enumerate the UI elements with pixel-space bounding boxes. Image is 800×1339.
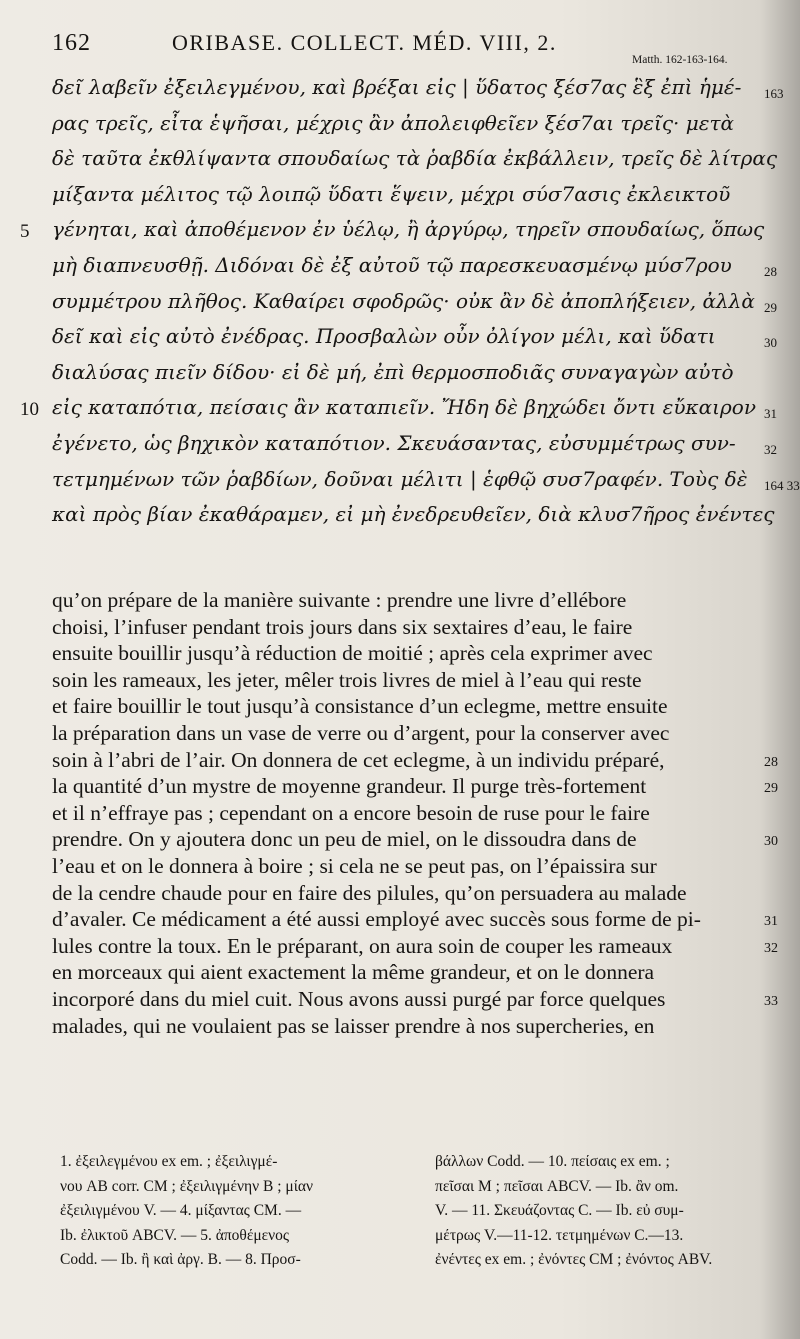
running-title: ORIBASE. COLLECT. MÉD. VIII, 2. <box>172 30 557 55</box>
french-line <box>52 667 762 694</box>
french-translation-block <box>52 587 778 1039</box>
greek-line <box>52 426 777 462</box>
greek-line-text: τετμημένων τῶν ῥαβδίων, δοῦναι μέλιτι | ἑφθῷ συσ7ραφέν. Τοὺς δὲ <box>52 466 748 491</box>
greek-line <box>20 212 770 248</box>
french-line-text: d’avaler. Ce médicament a été aussi employé avec succès sous forme de pi- <box>52 907 701 932</box>
edition-reference: Matth. 162-163-164. <box>632 54 728 66</box>
french-line-text: l’eau et on le donnera à boire ; si cela ne se peut pas, on l’épaissira sur <box>52 853 657 878</box>
greek-line-text: δεῖ λαβεῖν ἐξειλεγμένου, καὶ βρέξαι εἰς | ὕδατος ξέσ7ας ἓξ ἐπὶ ἡμέ- <box>52 75 742 99</box>
greek-line-text: εἰς καταπότια, πείσαις ἂν καταπιεῖν. Ἤδη δὲ βηχώδει ὄντι εὔκαιρον <box>52 395 756 420</box>
french-line <box>52 800 762 827</box>
margin-section-number: 29 <box>764 299 777 315</box>
french-line-text: prendre. On y ajoutera donc un peu de miel, on le dissoudra dans de <box>52 827 637 852</box>
french-line <box>52 906 778 933</box>
page-header <box>52 28 752 68</box>
greek-line-text: γένηται, καὶ ἀποθέμενον ἐν ὑέλῳ, ἢ ἀργύρῳ, τηρεῖν σπουδαίως, ὅπως <box>52 217 765 242</box>
greek-line-text: ρας τρεῖς, εἶτα ἑψῆσαι, μέχρις ἂν ἀπολειφθεῖεν ξέσ7αι τρεῖς· μετὰ <box>52 110 735 135</box>
note-line: Ib. ἐλικτοῦ ABCV. — 5. ἀποθέμενος <box>60 1226 290 1244</box>
french-line-text: lules contre la toux. En le préparant, on aura soin de couper les rameaux <box>52 933 673 958</box>
margin-section-number: 29 <box>764 781 778 797</box>
french-line-text: soin les rameaux, les jeter, mêler trois livres de miel à l’eau qui reste <box>52 667 642 692</box>
note-line: V. — 11. Σκευάζοντας C. — Ib. εὐ συμ- <box>435 1202 684 1220</box>
greek-line <box>52 462 800 498</box>
margin-section-number: 164 33 <box>764 477 800 493</box>
note-line: νου AB corr. CM ; ἐξειλιγμένην B ; μίαν <box>60 1177 314 1195</box>
french-line <box>52 693 762 720</box>
french-line <box>52 614 762 641</box>
greek-line-text: μίξαντα μέλιτος τῷ λοιπῷ ὕδατι ἕψειν, μέχρι σύσ7ασις ἐκλεικτοῦ <box>52 181 731 206</box>
notes-column-left <box>60 1150 390 1273</box>
french-line-text: et il n’effraye pas ; cependant on a encore besoin de ruse pour le faire <box>52 800 650 825</box>
note-line: 1. ἐξειλεγμένου ex em. ; ἐξειλιγμέ- <box>60 1153 278 1170</box>
greek-line <box>52 497 775 533</box>
french-line-text: incorporé dans du miel cuit. Nous avons aussi purgé par force quelques <box>52 986 666 1011</box>
line-number: 5 <box>20 221 30 243</box>
greek-line <box>52 177 770 213</box>
note-line: ἐνέντες ex em. ; ἐνόντες CM ; ἐνόντος ABV. <box>435 1251 713 1269</box>
greek-line-text: μὴ διαπνευσθῇ. Διδόναι δὲ ἐξ αὐτοῦ τῷ παρεσκευασμένῳ μύσ7ρου <box>52 252 732 277</box>
french-line-text: de la cendre chaude pour en faire des pilules, qu’on persuadera au malade <box>52 880 687 905</box>
french-line <box>52 640 762 667</box>
french-line-text: choisi, l’infuser pendant trois jours dans six sextaires d’eau, le faire <box>52 614 633 639</box>
french-line <box>52 959 762 986</box>
french-line-text: la préparation dans un vase de verre ou d’argent, pour la conserver avec <box>52 720 670 745</box>
greek-line <box>52 355 770 391</box>
margin-section-number: 32 <box>764 441 777 457</box>
french-line <box>52 826 778 853</box>
french-line <box>52 1013 762 1040</box>
notes-column-right <box>435 1150 765 1273</box>
greek-line-text: συμμέτρου πλῆθος. Καθαίρει σφοδρῶς· οὐκ ἂν δὲ ἀποπλήξειεν, ἀλλὰ <box>52 288 755 313</box>
greek-line <box>52 248 777 284</box>
greek-line-text: καὶ πρὸς βίαν ἐκαθάραμεν, εἰ μὴ ἐνεδρευθεῖεν, διὰ κλυσ7ῆρος ἐνέντες <box>52 502 775 527</box>
greek-line-text: ἐγένετο, ὡς βηχικὸν καταπότιον. Σκευάσαντας, εὐσυμμέτρως συν- <box>52 430 736 455</box>
french-line <box>52 720 762 747</box>
note-line: βάλλων Codd. — 10. πείσαις ex em. ; <box>435 1153 670 1170</box>
greek-line-text: δεῖ καὶ εἰς αὐτὸ ἐνέδρας. Προσβαλὼν οὖν ὀλίγον μέλι, καὶ ὕδατι <box>52 324 716 349</box>
french-line <box>52 773 778 800</box>
french-line-text: soin à l’abri de l’air. On donnera de cet eclegme, à un individu préparé, <box>52 747 665 772</box>
note-line: μέτρως V.—11-12. τετμημένων C.—13. <box>435 1226 684 1244</box>
french-line-text: qu’on prépare de la manière suivante : prendre une livre d’ellébore <box>52 588 627 612</box>
french-line-text: la quantité d’un mystre de moyenne grandeur. Il purge très-fortement <box>52 774 647 799</box>
note-line: ἐξειλιγμένου V. — 4. μίξαντας CM. — <box>60 1202 302 1220</box>
margin-section-number: 28 <box>764 263 777 279</box>
page-number: 162 <box>52 30 91 56</box>
greek-line-text: διαλύσας πιεῖν δίδου· εἰ δὲ μή, ἐπὶ θερμοσποδιᾶς συναγαγὼν αὐτὸ <box>52 359 734 384</box>
greek-line <box>52 284 777 320</box>
greek-line <box>52 106 770 142</box>
french-line <box>52 933 778 960</box>
french-line <box>52 880 762 907</box>
french-line-text: malades, qui ne voulaient pas se laisser prendre à nos supercheries, en <box>52 1013 655 1038</box>
greek-line <box>52 141 778 177</box>
margin-section-number: 30 <box>764 834 778 850</box>
line-number: 10 <box>20 399 39 421</box>
french-line <box>52 747 778 774</box>
greek-text-block <box>20 70 800 533</box>
margin-section-number: 30 <box>764 335 777 351</box>
critical-notes <box>60 1150 770 1330</box>
french-line-text: en morceaux qui aient exactement la même grandeur, et on le donnera <box>52 960 655 985</box>
margin-section-number: 32 <box>764 940 778 956</box>
greek-line <box>52 319 777 355</box>
margin-section-number: 31 <box>764 406 777 422</box>
french-line <box>52 587 762 614</box>
greek-line <box>52 70 784 106</box>
greek-line <box>20 390 777 426</box>
french-line-text: et faire bouillir le tout jusqu’à consistance d’un eclegme, mettre ensuite <box>52 694 668 719</box>
greek-line-text: δὲ ταῦτα ἐκθλίψαντα σπουδαίως τὰ ῥαβδία ἐκβάλλειν, τρεῖς δὲ λίτρας <box>52 146 778 171</box>
note-line: πεῖσαι M ; πεῖσαι ABCV. — Ib. ἂν om. <box>435 1177 679 1195</box>
french-line <box>52 853 762 880</box>
margin-section-number: 31 <box>764 914 778 930</box>
french-line-text: ensuite bouillir jusqu’à réduction de moitié ; après cela exprimer avec <box>52 641 653 666</box>
margin-section-number: 33 <box>764 993 778 1009</box>
french-line <box>52 986 778 1013</box>
margin-section-number: 28 <box>764 754 778 770</box>
note-line: Codd. — Ib. ἢ καὶ ἀργ. B. — 8. Προσ- <box>60 1251 301 1269</box>
margin-section-number: 163 <box>764 86 784 101</box>
